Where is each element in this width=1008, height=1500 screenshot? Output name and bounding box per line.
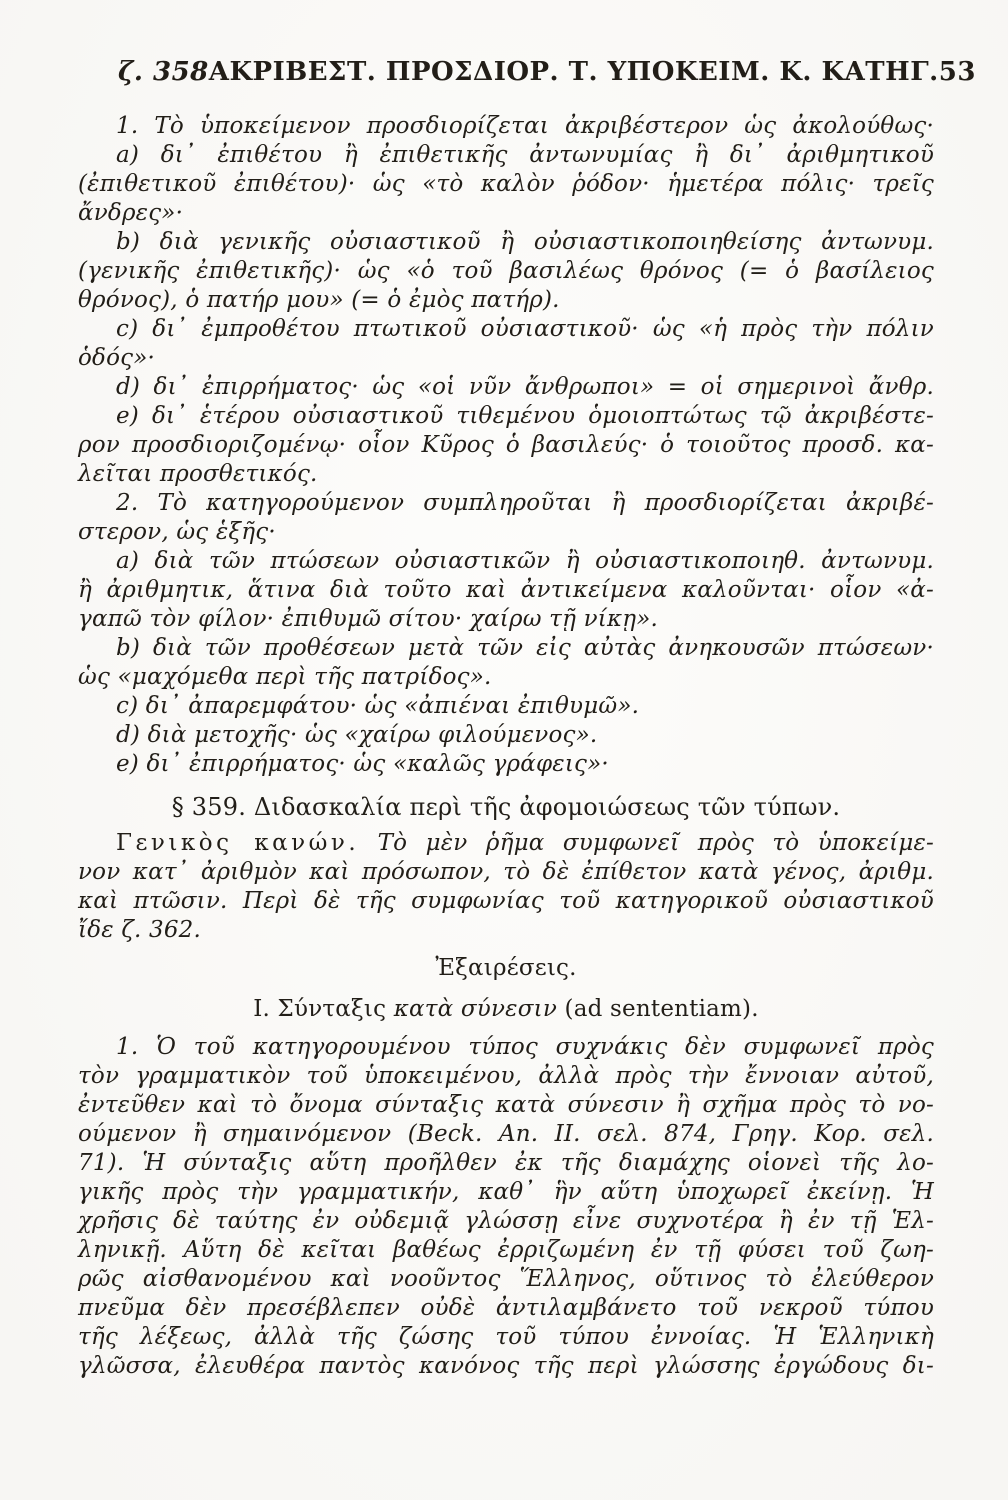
text-line: d) διὰ μετοχῆς· ὡς «χαίρω φιλούμενος».	[116, 722, 598, 748]
centered-heading: Ἐξαιρέσεις.	[435, 955, 577, 981]
text-line: ὡς «μαχόμεθα περὶ τῆς πατρίδος».	[78, 664, 492, 690]
text-line: ούμενον ἢ σημαινόμενον (Beck. An. II. σελ. 874, Γρηγ. Κορ. σελ.	[78, 1121, 934, 1147]
text-line: ἐντεῦθεν καὶ τὸ ὄνομα σύνταξις κατὰ σύνεσιν ἢ σχῆμα πρὸς τὸ νο-	[78, 1092, 934, 1118]
text-line: 1. Τὸ ὑποκείμενον προσδιορίζεται ἀκριβέστερον ὡς ἀκολούθως·	[116, 113, 934, 139]
text-line: θρόνος), ὁ πατήρ μου» (= ὁ ἐμὸς πατήρ).	[78, 287, 560, 313]
subsection-heading-part: (ad sententiam).	[557, 996, 759, 1022]
text-body	[78, 112, 934, 1381]
text-line: c) δι᾽ ἐμπροθέτου πτωτικοῦ οὐσιαστικοῦ· ὡς «ἡ πρὸς τὴν πόλιν	[116, 316, 934, 342]
text-line: 71). Ἡ σύνταξις αὕτη προῆλθεν ἐκ τῆς διαμάχης οἱονεὶ τῆς λο-	[78, 1150, 934, 1176]
text-line: a) δι᾽ ἐπιθέτου ἢ ἐπιθετικῆς ἀντωνυμίας ἢ δι᾽ ἀριθμητικοῦ	[116, 142, 934, 168]
section-heading: § 359. Διδασκαλία περὶ τῆς ἀφομοιώσεως τῶν τύπων.	[171, 793, 841, 821]
text-line: b) διὰ τῶν προθέσεων μετὰ τῶν εἰς αὐτὰς ἀνηκουσῶν πτώσεων·	[116, 635, 934, 661]
text-line: λεῖται προσθετικός.	[78, 461, 318, 487]
running-header	[78, 57, 976, 87]
subsection-heading-part: κατὰ σύνεσιν	[393, 996, 558, 1022]
text-line: a) διὰ τῶν πτώσεων οὐσιαστικῶν ἢ οὐσιαστικοποιηθ. ἀντωνυμ.	[116, 548, 934, 574]
lead-words: Γενικὸς κανών.	[116, 830, 360, 856]
text-line: χρῆσις δὲ ταύτης ἐν οὐδεμιᾷ γλώσσῃ εἶνε συχνοτέρα ἢ ἐν τῇ Ἑλ-	[78, 1208, 934, 1234]
text-line: ληνικῇ. Αὕτη δὲ κεῖται βαθέως ἐρριζωμένη ἐν τῇ φύσει τοῦ ζωη-	[78, 1237, 934, 1263]
header-title: ΑΚΡΙΒΕΣΤ. ΠΡΟΣΔΙΟΡ. Τ. ΥΠΟΚΕΙΜ. Κ. ΚΑΤΗΓ.	[208, 57, 939, 87]
text-line: καὶ πτῶσιν. Περὶ δὲ τῆς συμφωνίας τοῦ κατηγορικοῦ οὐσιαστικοῦ	[78, 888, 934, 914]
line-text: Τὸ μὲν ῥῆμα συμφωνεῖ πρὸς τὸ ὑποκείμε-	[359, 830, 935, 856]
text-line: ἄνδρες»·	[78, 200, 184, 226]
text-line: νον κατ᾽ ἀριθμὸν καὶ πρόσωπον, τὸ δὲ ἐπίθετον κατὰ γένος, ἀριθμ.	[78, 859, 934, 885]
text-line: ἢ ἀριθμητικ, ἅτινα διὰ τοῦτο καὶ ἀντικείμενα καλοῦνται· οἷον «ἀ-	[78, 577, 934, 603]
text-line: (γενικῆς ἐπιθετικῆς)· ὡς «ὁ τοῦ βασιλέως θρόνος (= ὁ βασίλειος	[78, 258, 934, 284]
text-line: ρῶς αἰσθανομένου καὶ νοοῦντος Ἕλληνος, οὕτινος τὸ ἐλεύθερον	[78, 1266, 934, 1292]
text-line: γικῆς πρὸς τὴν γραμματικήν, καθ᾽ ἣν αὕτη ὑποχωρεῖ ἐκείνῃ. Ἡ	[78, 1179, 934, 1205]
text-line: 1. Ὁ τοῦ κατηγορουμένου τύπος συχνάκις δὲν συμφωνεῖ πρὸς	[116, 1034, 934, 1060]
text-line: πνεῦμα δὲν πρεσέβλεπεν οὐδὲ ἀντιλαμβάνετο τοῦ νεκροῦ τύπου	[78, 1295, 934, 1321]
text-line: στερον, ὡς ἑξῆς·	[78, 519, 276, 545]
text-line: 2. Τὸ κατηγορούμενον συμπληροῦται ἢ προσδιορίζεται ἀκριβέ-	[116, 490, 934, 516]
text-line: e) δι᾽ ἐπιρρήματος· ὡς «καλῶς γράφεις»·	[116, 751, 609, 777]
text-line: ἴδε ζ. 362.	[78, 917, 202, 943]
text-line: c) δι᾽ ἀπαρεμφάτου· ὡς «ἀπιέναι ἐπιθυμῶ».	[116, 693, 640, 719]
header-page-number: 53	[938, 57, 976, 87]
text-line: γλῶσσα, ἐλευθέρα παντὸς κανόνος τῆς περὶ γλώσσης ἐργώδους δι-	[78, 1353, 934, 1379]
text-line: γαπῶ τὸν φίλον· ἐπιθυμῶ σίτου· χαίρω τῇ νίκῃ».	[78, 606, 659, 632]
text-line	[78, 829, 934, 858]
subsection-heading-part: I. Σύνταξις	[253, 996, 394, 1022]
text-line: ρον προσδιοριζομένῳ· οἷον Κῦρος ὁ βασιλεύς· ὁ τοιοῦτος προσδ. κα-	[78, 432, 934, 458]
text-line: ὁδός»·	[78, 345, 156, 371]
text-line: e) δι᾽ ἑτέρου οὐσιαστικοῦ τιθεμένου ὁμοιοπτώτως τῷ ἀκριβέστε-	[116, 403, 934, 429]
text-line: (ἐπιθετικοῦ ἐπιθέτου)· ὡς «τὸ καλὸν ῥόδον· ἡμετέρα πόλις· τρεῖς	[78, 171, 934, 197]
subsection-heading	[78, 994, 934, 1024]
text-line: d) δι᾽ ἐπιρρήματος· ὡς «οἱ νῦν ἄνθρωποι» = οἱ σημερινοὶ ἄνθρ.	[116, 374, 934, 400]
header-section-ref: ζ. 358	[118, 57, 209, 87]
text-line: b) διὰ γενικῆς οὐσιαστικοῦ ἢ οὐσιαστικοποιηθείσης ἀντωνυμ.	[116, 229, 934, 255]
text-line: τὸν γραμματικὸν τοῦ ὑποκειμένου, ἀλλὰ πρὸς τὴν ἔννοιαν αὐτοῦ,	[78, 1063, 934, 1089]
text-line: τῆς λέξεως, ἀλλὰ τῆς ζώσης τοῦ τύπου ἐννοίας. Ἡ Ἑλληνικὴ	[78, 1324, 934, 1350]
